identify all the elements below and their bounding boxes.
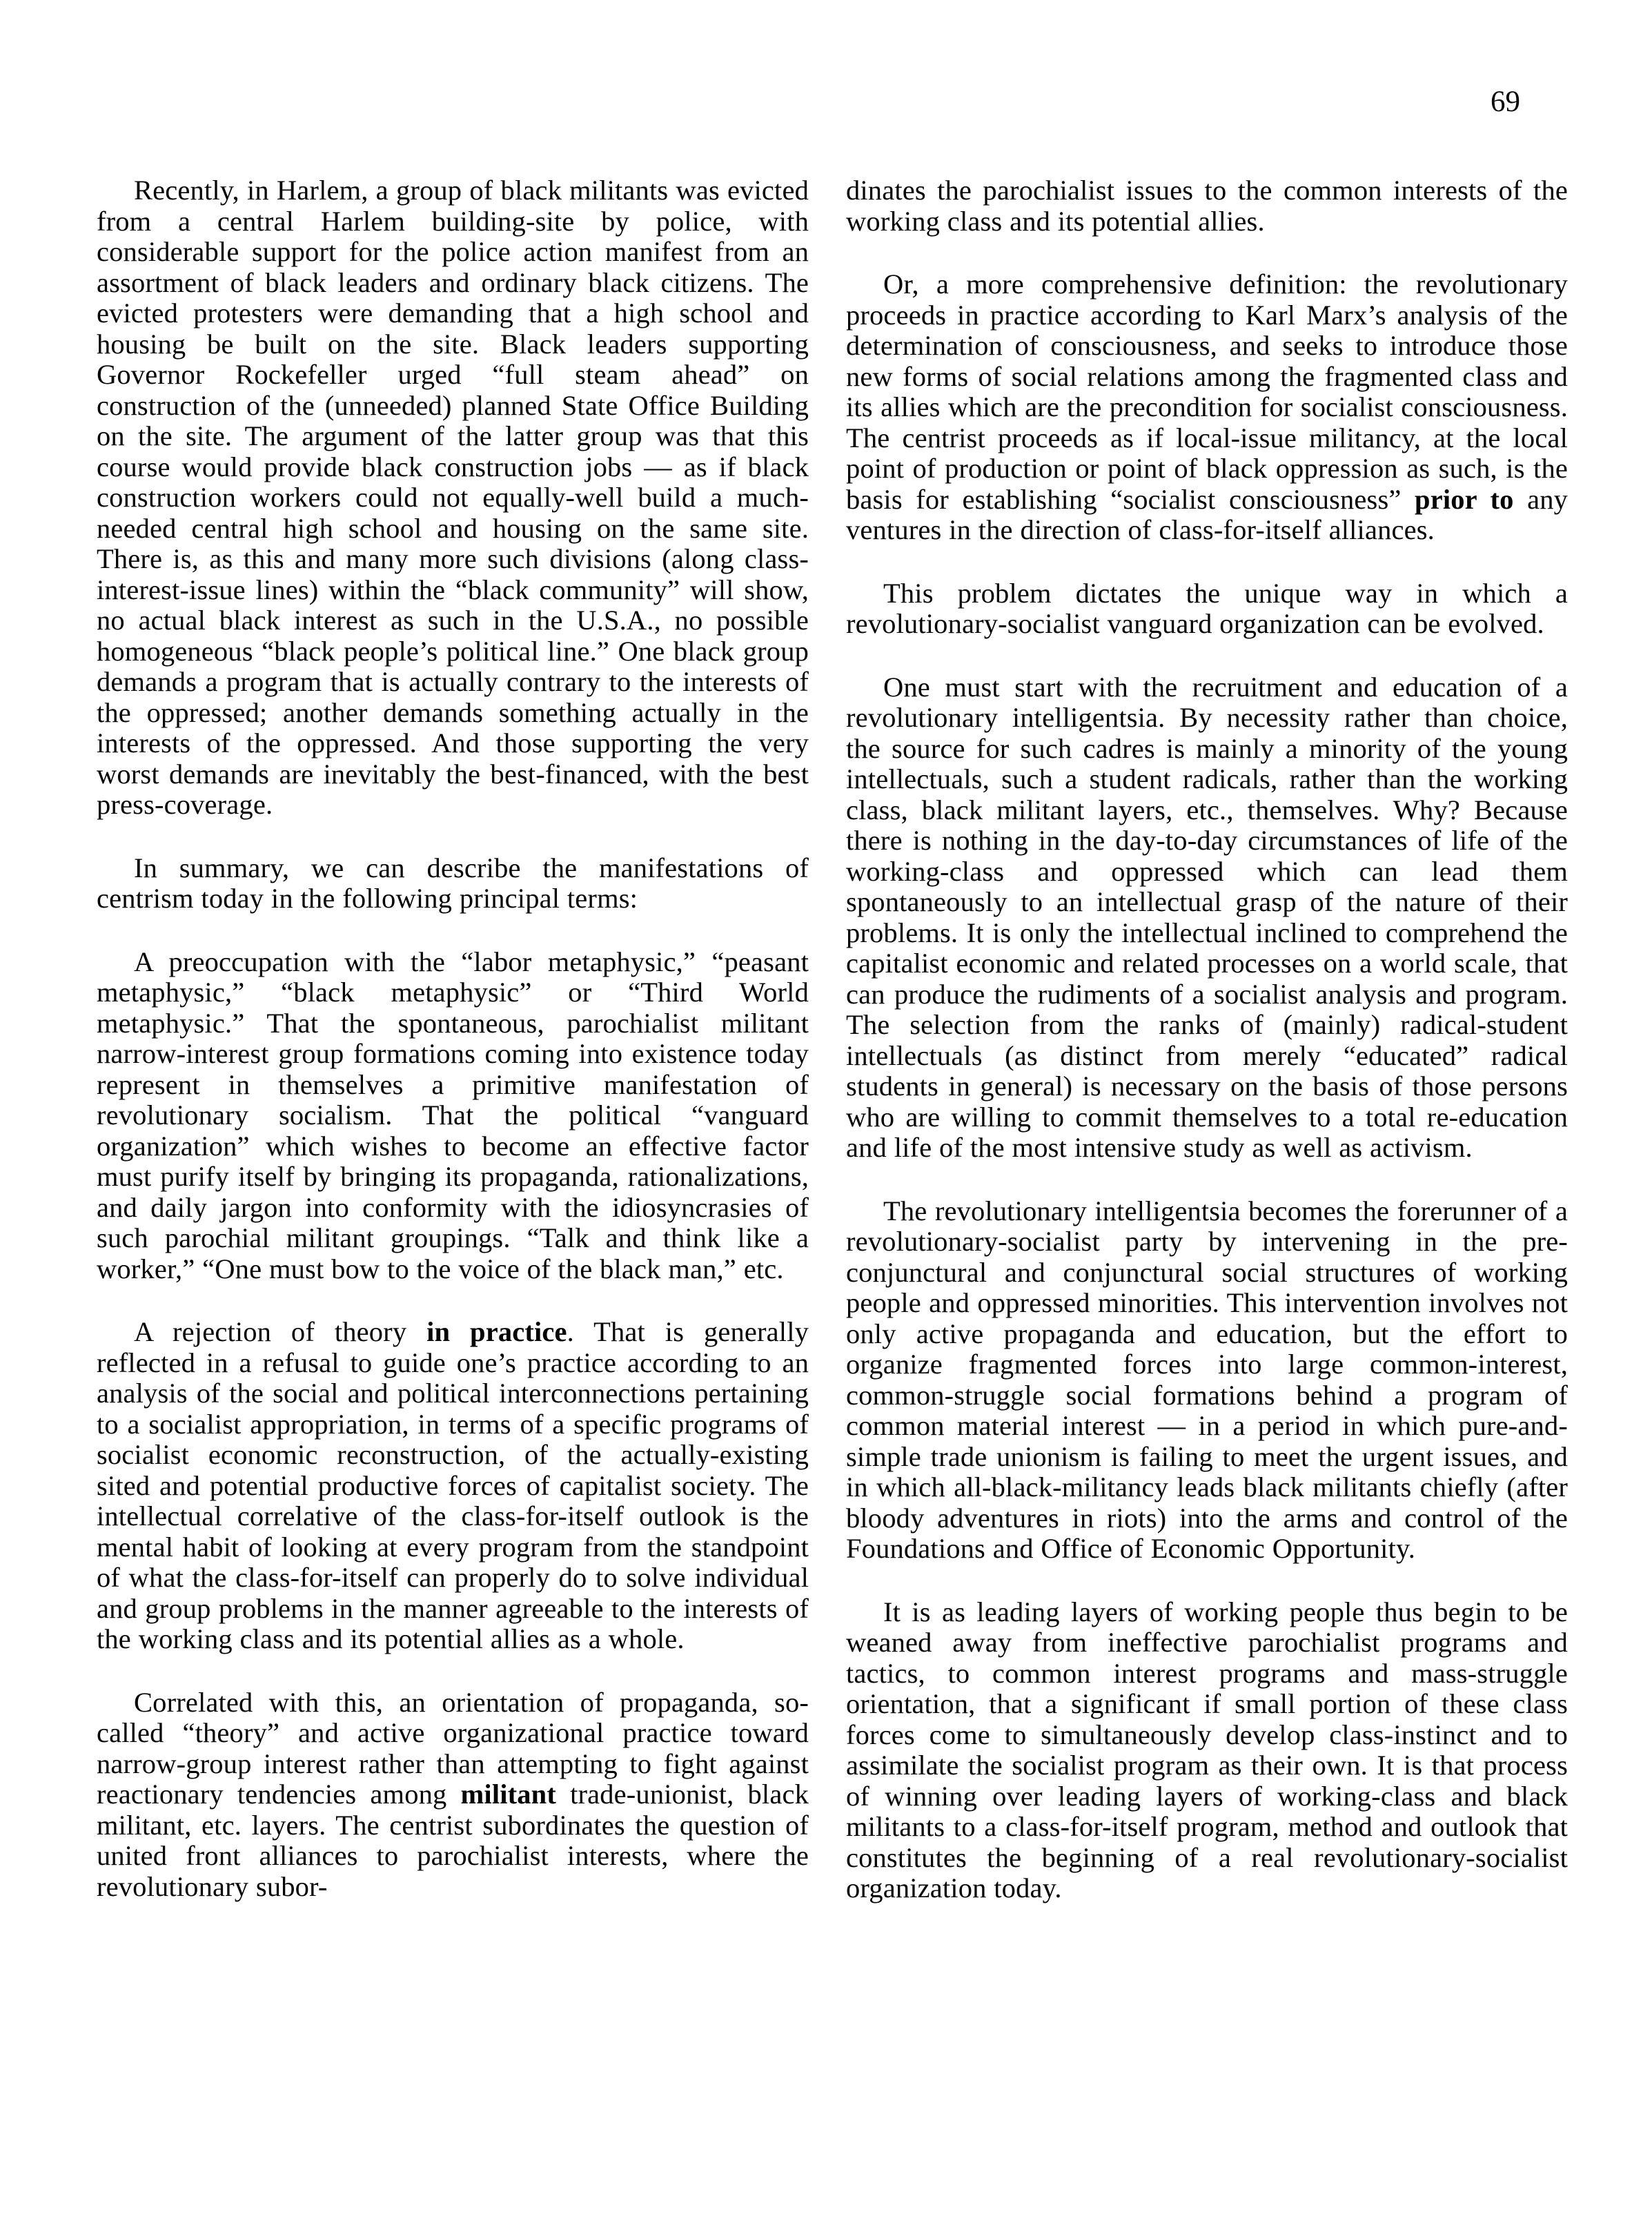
text-segment: The revolutionary intelligentsia becomes the forerunner of a revolutionary-socialist party by intervening in the pre-conjunctural and conjunctural social structures of working people and oppressed minorities. This intervention involves not only active propaganda and education, but the effort to organize fragmented forces into large common-interest, common-struggle social formations behind a program of common material interest — in a period in which pure-and-simple trade unionism is failing to meet the urgent issues, and in which all-black-militancy leads black militants chiefly (after bloody adventures in riots) into the arms and control of the Foundations and Office of Economic Opportunity. — [846, 1195, 1568, 1564]
paragraph — [846, 672, 1568, 1164]
text-segment: Recently, in Harlem, a group of black militants was evicted from a central Harlem building-site by police, with considerable support for the police action manifest from an assortment of black leaders and ordinary black citizens. The evicted protesters were demanding that a high school and housing be built on the site. Black leaders supporting Governor Rockefeller urged “full steam ahead” on construction of the (unneeded) planned State Office Building on the site. The argument of the latter group was that this course would provide black construction jobs — as if black construction workers could not equally-well build a much-needed central high school and housing on the same site. There is, as this and many more such divisions (along class-interest-issue lines) within the “black community” will show, no actual black interest as such in the U.S.A., no possible homogeneous “black people’s political line.” One black group demands a program that is actually contrary to the interests of the oppressed; another demands something actually in the interests of the oppressed. And those supporting the very worst demands are inevitably the best-financed, with the best press-coverage. — [97, 175, 809, 820]
text-segment: . That is generally reflected in a refusal to guide one’s practice according to an analysis of the social and political interconnections pertaining to a socialist appropriation, in terms of a specific programs of socialist economic reconstruction, of the actually-existing sited and potential productive forces of capitalist society. The intellectual correlative of the class-for-itself outlook is the mental habit of looking at every program from the standpoint of what the class-for-itself can properly do to solve individual and group problems in the manner agreeable to the interests of the working class and its potential allies as a whole. — [97, 1316, 809, 1654]
text-segment: trade-unionist, black militant, etc. layers. The centrist subordinates the question of united front alliances to parochialist interests, where the revolutionary subor- — [97, 1779, 809, 1902]
paragraph — [97, 853, 809, 914]
text-segment: A preoccupation with the “labor metaphysic,” “peasant metaphysic,” “black metaphysic” or “Third World metaphysic.” That the spontaneous, parochialist militant narrow-interest group formations coming into existence today represent in themselves a primitive manifestation of revolutionary socialism. That the political “vanguard organization” which wishes to become an effective factor must purify itself by bringing its propaganda, rationalizations, and daily jargon into conformity with the idiosyncrasies of such parochial militant groupings. “Talk and think like a worker,” “One must bow to the voice of the black man,” etc. — [97, 946, 809, 1284]
text-segment: A rejection of theory — [134, 1316, 427, 1347]
bold-text-segment: in practice — [426, 1316, 567, 1347]
text-segment: One must start with the recruitment and education of a revolutionary intelligentsia. By necessity rather than choice, the source for such cadres is mainly a minority of the young intellectuals, such a student radicals, rather than the working class, black militant layers, etc., themselves. Why? Because there is nothing in the day-to-day circumstances of life of the working-class and oppressed which can lead them spontaneously to an intellectual grasp of the nature of their problems. It is only the intellectual inclined to comprehend the capitalist economic and related processes on a world scale, that can produce the rudiments of a socialist analysis and program. The selection from the ranks of (mainly) radical-student intellectuals (as distinct from merely “educated” radical students in general) is necessary on the basis of those persons who are willing to commit themselves to a total re-education and life of the most intensive study as well as activism. — [846, 671, 1568, 1163]
text-segment: Correlated with this, an orientation of propaganda, so-called “theory” and active organizational practice toward narrow-group interest rather than attempting to fight against reactionary tendencies among — [97, 1686, 809, 1810]
paragraph — [97, 947, 809, 1285]
text-segment: any ventures in the direction of class-for-itself alliances. — [846, 483, 1568, 545]
paragraph — [846, 175, 1568, 237]
text-segment: Or, a more comprehensive definition: the revolutionary proceeds in practice according to Karl Marx’s analysis of the determination of consciousness, and seeks to introduce those new forms of social relations among the fragmented class and its allies which are the precondition for socialist consciousness. The centrist proceeds as if local-issue militancy, at the local point of production or point of black oppression as such, is the basis for establishing “socialist consciousness” — [846, 268, 1568, 515]
paragraph — [846, 1597, 1568, 1904]
text-segment: In summary, we can describe the manifestations of centrism today in the following principal terms: — [97, 852, 809, 914]
right-column — [846, 175, 1568, 1937]
paragraph — [846, 578, 1568, 640]
paragraph — [846, 269, 1568, 546]
text-segment: This problem dictates the unique way in which a revolutionary-socialist vanguard organization can be evolved. — [846, 577, 1568, 639]
paragraph — [97, 1687, 809, 1903]
paragraph — [97, 1317, 809, 1655]
text-segment: dinates the parochialist issues to the common interests of the working class and its potential allies. — [846, 175, 1568, 237]
paragraph — [97, 175, 809, 821]
text-segment: It is as leading layers of working people thus begin to be weaned away from ineffective parochialist programs and tactics, to common interest programs and mass-struggle orientation, that a significant if small portion of these class forces come to simultaneously develop class-instinct and to assimilate the socialist program as their own. It is that process of winning over leading layers of working-class and black militants to a class-for-itself program, method and outlook that constitutes the beginning of a real revolutionary-socialist organization today. — [846, 1596, 1568, 1903]
bold-text-segment: militant — [460, 1779, 556, 1810]
bold-text-segment: prior to — [1415, 483, 1514, 515]
paragraph — [846, 1196, 1568, 1565]
left-column — [97, 175, 809, 1935]
page-number: 69 — [1491, 86, 1520, 118]
